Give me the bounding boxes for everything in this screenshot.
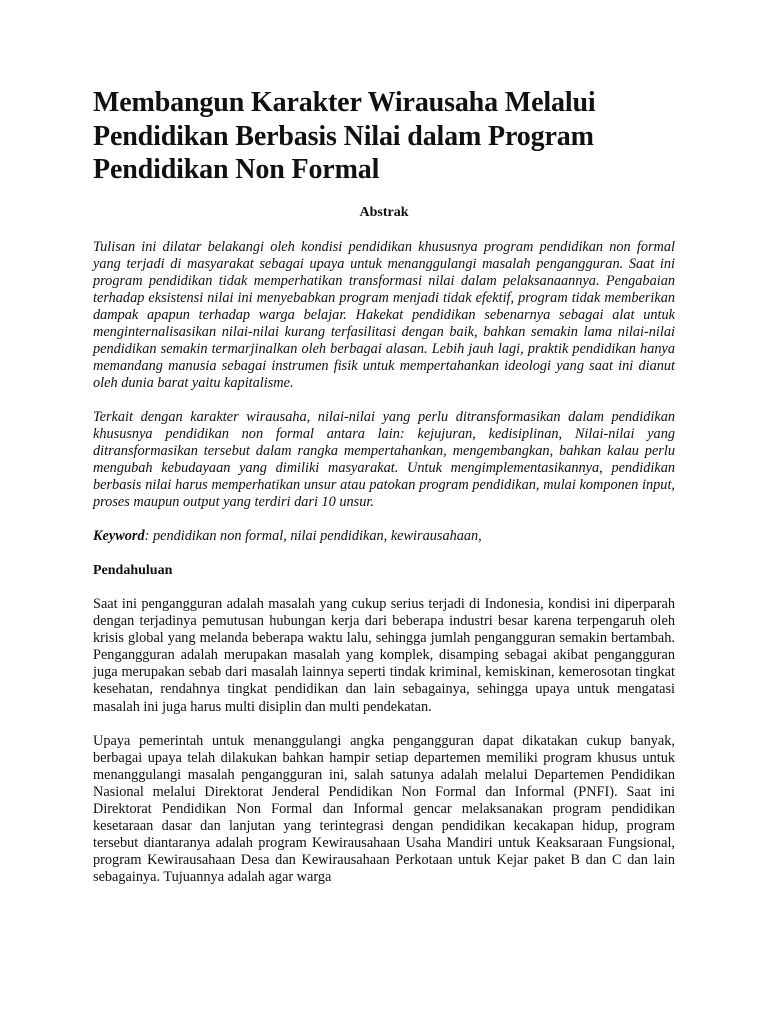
document-page <box>93 86 675 886</box>
intro-paragraph-2: Upaya pemerintah untuk menanggulangi angka pengangguran dapat dikatakan cukup banyak, berbagai upaya telah dilakukan bahkan hampir setiap departemen memiliki program khusus untuk menanggulangi masalah pengangguran ini, salah satunya adalah melalui Departemen Pendidikan Nasional melalui Direktorat Jenderal Pendidikan Non Formal dan Informal (PNFI). Saat ini Direktorat Pendidikan Non Formal dan Informal gencar melaksanakan program pendidikan kesetaraan dasar dan lanjutan yang terintegrasi dengan pendidikan kecakapan hidup, program tersebut diantaranya adalah program Kewirausahaan Usaha Mandiri untuk Keaksaraan Fungsional, program Kewirausahaan Desa dan Kewirausahaan Perkotaan untuk Kejar paket B dan C dan lain sebagainya. Tujuannya adalah agar warga <box>93 732 675 885</box>
intro-paragraph-1: Saat ini pengangguran adalah masalah yang cukup serius terjadi di Indonesia, kondisi ini diperparah dengan terjadinya pemutusan hubungan kerja dari beberapa industri besar karena terpengaruh oleh krisis global yang melanda beberapa waktu lalu, sehingga jumlah pengangguran semakin bertambah. Pengangguran adalah merupakan masalah yang komplek, disamping sebagai akibat pengangguran juga merupakan sebab dari masalah lainnya seperti tindak kriminal, kemiskinan, kemerosotan tingkat kesehatan, rendahnya tingkat pendidikan dan lain sebagainya, sehingga upaya untuk mengatasi masalah ini juga harus multi disiplin dan multi pendekatan. <box>93 596 675 715</box>
document-title: Membangun Karakter Wirausaha Melalui Pendidikan Berbasis Nilai dalam Program Pendidikan Non Formal <box>93 87 596 185</box>
abstract-paragraph-1: Tulisan ini dilatar belakangi oleh kondisi pendidikan khususnya program pendidikan non formal yang terjadi di masyarakat sebagai upaya untuk menanggulangi masalah pengangguran. Saat ini program pendidikan tidak memperhatikan transformasi nilai dalam pelaksanaannya. Pengabaian terhadap eksistensi nilai ini menyebabkan program menjadi tidak efektif, program tidak memberikan dampak apapun terhadap warga belajar. Hakekat pendidikan sebenarnya sebagai alat untuk menginternalisasikan nilai-nilai kurang terfasilitasi dengan baik, bahkan semakin lama nilai-nilai pendidikan semakin termarjinalkan oleh berbagai alasan. Lebih jauh lagi, praktik pendidikan hanya memandang manusia sebagai instrumen fisik untuk mempertahankan ideologi yang saat ini dianut oleh dunia barat yaitu kapitalisme. <box>93 238 675 391</box>
keyword-label: Keyword <box>93 528 145 545</box>
keyword-line <box>93 528 675 545</box>
intro-heading: Pendahuluan <box>93 563 173 579</box>
abstract-paragraph-2: Terkait dengan karakter wirausaha, nilai-nilai yang perlu ditransformasikan dalam pendidikan khususnya pendidikan non formal antara lain: kejujuran, kedisiplinan, Nilai-nilai yang ditransformasikan tersebut dalam rangka mempertahankan, mengembangkan, bahkan kalau perlu mengubah kebudayaan yang dimiliki masyarakat. Untuk mengimplementasikannya, pendidikan berbasis nilai harus memperhatikan unsur atau patokan program pendidikan, mulai komponen input, proses maupun output yang terdiri dari 10 unsur. <box>93 408 675 511</box>
abstract-heading: Abstrak <box>359 204 409 220</box>
keyword-text: : pendidikan non formal, nilai pendidikan, kewirausahaan, <box>144 528 482 545</box>
